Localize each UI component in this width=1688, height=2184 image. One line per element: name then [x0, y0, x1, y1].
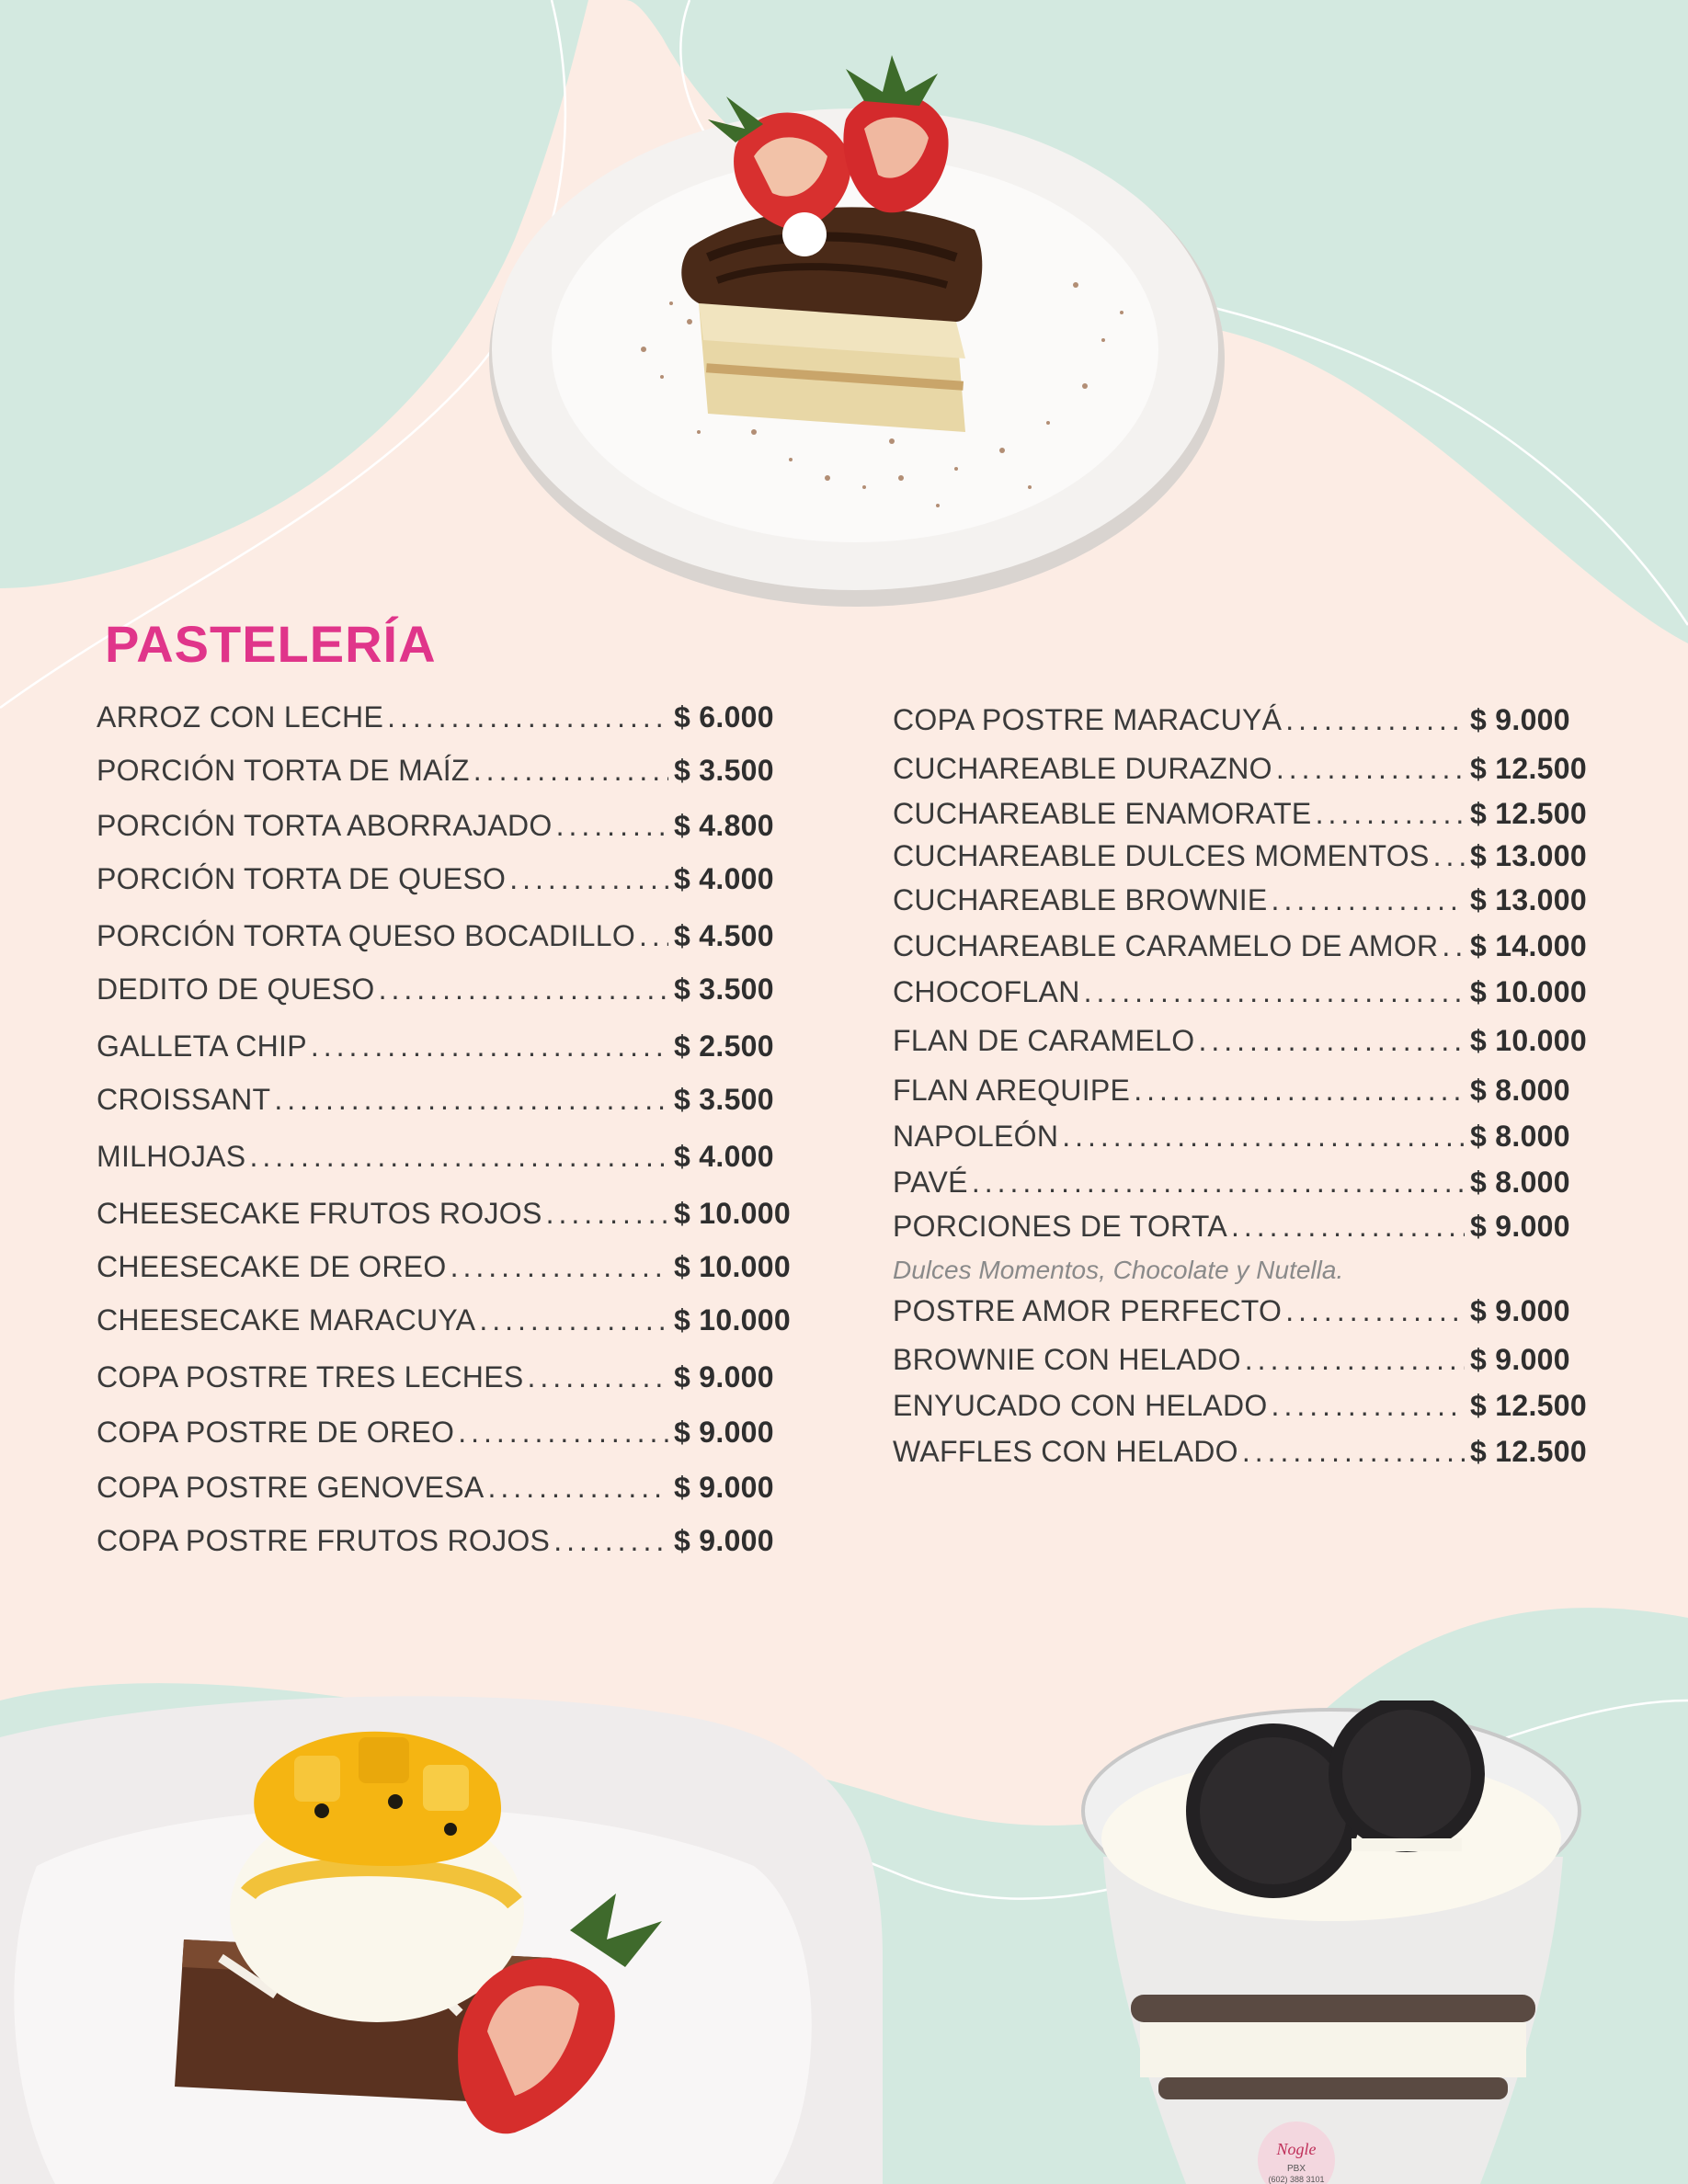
dot-leader — [972, 1166, 1465, 1200]
menu-item — [893, 1389, 1591, 1423]
menu-item-price: $ 8.000 — [1470, 1120, 1570, 1153]
menu-item-name: CUCHAREABLE DULCES MOMENTOS — [893, 839, 1430, 872]
menu-item-price: $ 12.500 — [1470, 797, 1587, 830]
menu-item-name: NAPOLEÓN — [893, 1120, 1059, 1153]
dot-leader — [1134, 1074, 1465, 1108]
menu-item-name: COPA POSTRE TRES LECHES — [97, 1360, 524, 1393]
menu-item-name: MILHOJAS — [97, 1140, 246, 1173]
menu-item-name: CHEESECAKE DE OREO — [97, 1250, 447, 1283]
menu-item-price: $ 4.000 — [674, 1140, 774, 1173]
menu-item-price: $ 10.000 — [1470, 1024, 1587, 1057]
cream-layer — [1140, 2022, 1526, 2077]
cup-label-phone: (602) 388 3101 — [1268, 2175, 1325, 2184]
top-dessert-photo — [478, 46, 1232, 607]
menu-item-name: PORCIONES DE TORTA — [893, 1210, 1227, 1243]
menu-item — [893, 797, 1591, 831]
menu-item-price: $ 8.000 — [1470, 1074, 1570, 1107]
menu-item-price: $ 8.000 — [1470, 1166, 1570, 1199]
menu-item-price: $ 4.000 — [674, 862, 774, 895]
dot-leader — [1198, 1024, 1465, 1058]
menu-item-price: $ 12.500 — [1470, 1389, 1587, 1422]
menu-item-name: GALLETA CHIP — [97, 1029, 307, 1063]
menu-item-name: CROISSANT — [97, 1083, 271, 1116]
dot-leader — [1276, 752, 1465, 786]
menu-item-price: $ 14.000 — [1470, 929, 1587, 962]
dot-leader — [311, 1029, 668, 1064]
menu-item-price: $ 13.000 — [1470, 839, 1587, 872]
menu-item — [893, 883, 1591, 917]
menu-item-name: CUCHAREABLE BROWNIE — [893, 883, 1268, 916]
bottom-left-dessert-photo — [0, 1682, 883, 2184]
dot-leader — [1062, 1120, 1465, 1154]
menu-item-name: CHEESECAKE FRUTOS ROJOS — [97, 1197, 542, 1230]
page-title: PASTELERÍA — [105, 615, 437, 673]
menu-item-price: $ 9.000 — [674, 1416, 774, 1449]
dot-leader — [488, 1471, 668, 1505]
menu-item — [893, 752, 1591, 786]
dot-leader — [1442, 929, 1465, 963]
dot-leader — [639, 919, 668, 953]
menu-item-price: $ 9.000 — [1470, 1294, 1570, 1327]
menu-item — [97, 1416, 795, 1450]
menu-item — [893, 1435, 1591, 1469]
dot-leader — [1245, 1343, 1465, 1377]
menu-item — [97, 700, 795, 734]
menu-item-price: $ 2.500 — [674, 1029, 774, 1063]
menu-item — [97, 1197, 795, 1231]
dot-leader — [546, 1197, 668, 1231]
menu-item-name: FLAN AREQUIPE — [893, 1074, 1131, 1107]
menu-item-price: $ 3.500 — [674, 1083, 774, 1116]
cookie-crumb-layer — [1131, 1995, 1535, 2022]
menu-item-name: COPA POSTRE GENOVESA — [97, 1471, 485, 1504]
menu-item — [893, 1166, 1591, 1200]
menu-item-name: CUCHAREABLE ENAMORATE — [893, 797, 1312, 830]
menu-item — [893, 975, 1591, 1009]
menu-item — [97, 809, 795, 843]
menu-item-price: $ 9.000 — [1470, 1343, 1570, 1376]
menu-item-note: Dulces Momentos, Chocolate y Nutella. — [893, 1256, 1344, 1284]
dot-leader — [1285, 1294, 1465, 1328]
dot-leader — [451, 1250, 668, 1284]
menu-item-name: COPA POSTRE MARACUYÁ — [893, 703, 1283, 736]
dot-leader — [1316, 797, 1465, 831]
dot-leader — [379, 973, 668, 1007]
dot-leader — [528, 1360, 668, 1394]
menu-item — [97, 1083, 795, 1117]
menu-item — [893, 1074, 1591, 1108]
menu-item — [97, 973, 795, 1007]
menu-item-name: CUCHAREABLE DURAZNO — [893, 752, 1272, 785]
dot-leader — [509, 862, 668, 896]
menu-item-name: PORCIÓN TORTA QUESO BOCADILLO — [97, 919, 636, 952]
menu-item — [893, 929, 1591, 963]
menu-item-name: BROWNIE CON HELADO — [893, 1343, 1241, 1376]
menu-item-name: CUCHAREABLE CARAMELO DE AMOR — [893, 929, 1439, 962]
menu-item-price: $ 3.500 — [674, 973, 774, 1006]
cup-label-line: PBX — [1286, 2164, 1306, 2174]
menu-item-name: WAFFLES CON HELADO — [893, 1435, 1238, 1468]
cake-slice — [681, 207, 982, 432]
menu-item-price: $ 9.000 — [674, 1524, 774, 1557]
menu-item-price: $ 4.500 — [674, 919, 774, 952]
menu-item-price: $ 12.500 — [1470, 1435, 1587, 1468]
menu-item-name: FLAN DE CARAMELO — [893, 1024, 1195, 1057]
cookie-crumb-layer-lower — [1158, 2077, 1508, 2099]
menu-item-price: $ 9.000 — [1470, 703, 1570, 736]
menu-item-price: $ 6.000 — [674, 700, 774, 734]
menu-item — [97, 1303, 795, 1337]
menu-item-price: $ 10.000 — [674, 1303, 791, 1337]
whipped-cream — [782, 212, 827, 256]
dot-leader — [1242, 1435, 1465, 1469]
menu-item — [893, 1024, 1591, 1058]
menu-item — [97, 1524, 795, 1558]
menu-item — [97, 1250, 795, 1284]
menu-item-name: PORCIÓN TORTA DE MAÍZ — [97, 754, 470, 787]
menu-item-name: COPA POSTRE FRUTOS ROJOS — [97, 1524, 551, 1557]
dot-leader — [249, 1140, 668, 1174]
menu-item-name: PORCIÓN TORTA DE QUESO — [97, 862, 507, 895]
dot-leader — [553, 1524, 668, 1558]
menu-item-name: ENYUCADO CON HELADO — [893, 1389, 1268, 1422]
menu-item-name: DEDITO DE QUESO — [97, 973, 375, 1006]
menu-item-price: $ 12.500 — [1470, 752, 1587, 785]
dot-leader — [1272, 883, 1465, 917]
menu-item — [97, 754, 795, 788]
menu-item-name: PAVÉ — [893, 1166, 968, 1199]
dot-leader — [1433, 839, 1465, 873]
dot-leader — [1272, 1389, 1465, 1423]
dot-leader — [458, 1416, 668, 1450]
menu-item-name: COPA POSTRE DE OREO — [97, 1416, 455, 1449]
menu-item — [97, 919, 795, 953]
menu-item-price: $ 9.000 — [674, 1471, 774, 1504]
menu-item — [97, 1140, 795, 1174]
menu-item — [97, 1029, 795, 1064]
menu-item-name: CHOCOFLAN — [893, 975, 1080, 1008]
cup-label-brand: Nogle — [1276, 2140, 1317, 2158]
menu-item-price: $ 13.000 — [1470, 883, 1587, 916]
menu-item-price: $ 10.000 — [674, 1250, 791, 1283]
menu-item — [893, 1210, 1591, 1244]
menu-item-name: CHEESECAKE MARACUYA — [97, 1303, 476, 1337]
menu-item — [893, 1343, 1591, 1377]
menu-item-price: $ 10.000 — [674, 1197, 791, 1230]
menu-item-name: POSTRE AMOR PERFECTO — [893, 1294, 1283, 1327]
menu-item — [97, 1471, 795, 1505]
dot-leader — [274, 1083, 668, 1117]
menu-item-price: $ 4.800 — [674, 809, 774, 842]
dot-leader — [1231, 1210, 1465, 1244]
dot-leader — [473, 754, 668, 788]
dot-leader — [479, 1303, 668, 1337]
dot-leader — [556, 809, 668, 843]
menu-item — [97, 1360, 795, 1394]
menu-item — [97, 862, 795, 896]
menu-item — [893, 1294, 1591, 1328]
menu-item — [893, 1120, 1591, 1154]
dot-leader — [387, 700, 668, 734]
menu-item-price: $ 10.000 — [1470, 975, 1587, 1008]
bottom-right-dessert-photo — [1076, 1701, 1587, 2184]
dot-leader — [1084, 975, 1465, 1009]
menu-item — [893, 703, 1591, 737]
menu-item-price: $ 9.000 — [1470, 1210, 1570, 1243]
menu-item-price: $ 9.000 — [674, 1360, 774, 1393]
dot-leader — [1285, 703, 1465, 737]
menu-item-name: PORCIÓN TORTA ABORRAJADO — [97, 809, 553, 842]
menu-item-name: ARROZ CON LECHE — [97, 700, 384, 734]
menu-item — [893, 839, 1591, 873]
menu-item-price: $ 3.500 — [674, 754, 774, 787]
